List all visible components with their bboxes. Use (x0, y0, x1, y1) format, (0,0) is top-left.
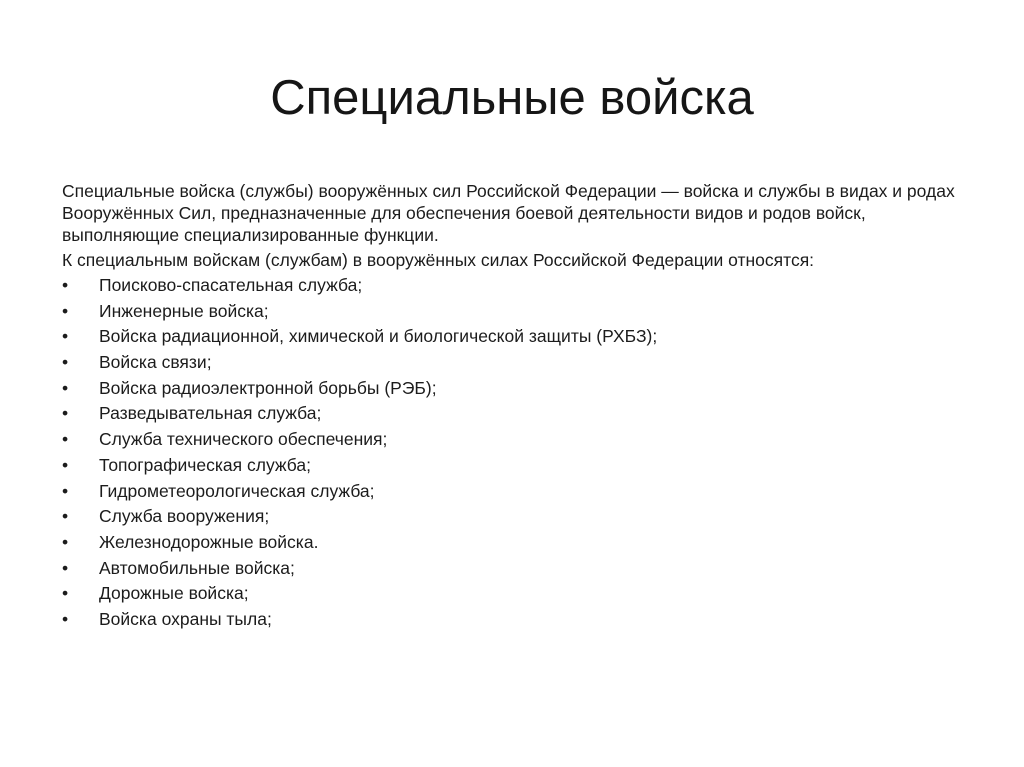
list-item (62, 453, 972, 479)
bullet-icon: • (62, 608, 69, 629)
bullet-icon: • (62, 300, 69, 321)
list-item (62, 504, 972, 530)
list-item-text: Инженерные войска; (99, 300, 269, 321)
bullet-icon: • (62, 377, 69, 398)
bullet-icon: • (62, 531, 69, 552)
bullet-icon: • (62, 506, 69, 527)
bullet-icon: • (62, 352, 69, 373)
bullet-icon: • (62, 557, 69, 578)
list-item (62, 273, 972, 299)
list-item (62, 401, 972, 427)
list-item-text: Служба вооружения; (99, 506, 270, 527)
special-troops-list (62, 273, 972, 633)
list-item-text: Служба технического обеспечения; (99, 429, 388, 450)
list-item-text: Железнодорожные войска. (99, 531, 319, 552)
bullet-icon: • (62, 454, 69, 475)
list-item-text: Разведывательная служба; (99, 403, 322, 424)
bullet-icon: • (62, 403, 69, 424)
list-item (62, 479, 972, 505)
list-item (62, 556, 972, 582)
slide-body (62, 180, 972, 633)
list-item (62, 324, 972, 350)
list-item (62, 581, 972, 607)
list-item (62, 530, 972, 556)
list-item-text: Войска радиационной, химической и биологической защиты (РХБЗ); (99, 326, 658, 347)
bullet-icon: • (62, 275, 69, 295)
list-item-text: Войска радиоэлектронной борьбы (РЭБ); (99, 377, 437, 398)
list-item (62, 350, 972, 376)
list-item-text: Топографическая служба; (99, 454, 312, 475)
list-item-text: Дорожные войска; (99, 583, 249, 604)
list-item-text: Гидрометеорологическая служба; (99, 480, 375, 501)
list-item-text: Войска охраны тыла; (99, 608, 272, 629)
intro-paragraph: Специальные войска (службы) вооружённых сил Российской Федерации — войска и службы в видах и родах Вооружённых Сил, предназначенные для обеспечения боевой деятельности видов и родов войск, выполняющие специализированные функции. (62, 181, 955, 245)
bullet-icon: • (62, 326, 69, 347)
list-item (62, 607, 972, 633)
list-item-text: Автомобильные войска; (99, 557, 295, 578)
list-lead-text: К специальным войскам (службам) в вооружённых силах Российской Федерации относятся: (62, 250, 815, 270)
list-item (62, 427, 972, 453)
list-item-text: Поисково-спасательная служба; (99, 275, 363, 295)
bullet-icon: • (62, 429, 69, 450)
bullet-icon: • (62, 583, 69, 604)
list-item-text: Войска связи; (99, 352, 212, 373)
list-item (62, 376, 972, 402)
slide-title: Специальные войска (270, 71, 754, 125)
list-item (62, 299, 972, 325)
bullet-icon: • (62, 480, 69, 501)
